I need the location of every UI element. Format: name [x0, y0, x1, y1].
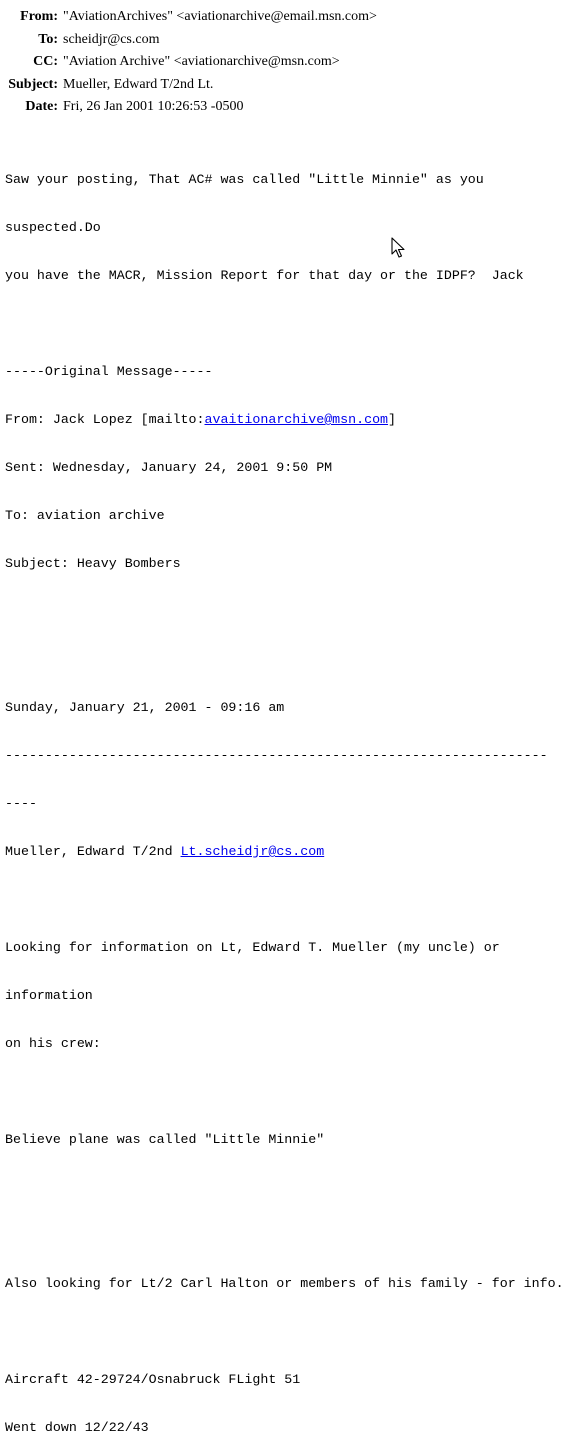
body-line: suspected.Do	[5, 220, 101, 235]
body-line: information	[5, 988, 93, 1003]
blank-line	[5, 1180, 572, 1196]
subject-value: Mueller, Edward T/2nd Lt.	[63, 76, 214, 92]
dashed-divider-wrap: ----	[5, 796, 37, 811]
body-line: on his crew:	[5, 1036, 101, 1051]
to-row	[0, 29, 572, 52]
forward-subject-line: Subject: Heavy Bombers	[5, 556, 181, 571]
post-date-line: Sunday, January 21, 2001 - 09:16 am	[5, 700, 285, 715]
forward-to-line: To: aviation archive	[5, 508, 165, 523]
to-value: scheidjr@cs.com	[63, 31, 160, 47]
cc-row	[0, 51, 572, 74]
message-header	[0, 6, 572, 119]
body-line: Went down 12/22/43	[5, 1420, 149, 1435]
blank-line	[5, 1228, 572, 1244]
blank-line	[5, 1084, 572, 1100]
blank-line	[5, 892, 572, 908]
mailto-link[interactable]: avaitionarchive@msn.com	[204, 412, 389, 427]
body-line: Saw your posting, That AC# was called "Little Minnie" as you	[5, 172, 484, 187]
dashed-divider: --------------------------------------------------------------------	[5, 748, 548, 763]
blank-line	[5, 604, 572, 620]
blank-line	[5, 1324, 572, 1340]
blank-line	[5, 316, 572, 332]
from-label: From:	[20, 9, 58, 24]
date-row	[0, 96, 572, 119]
to-label: To:	[38, 31, 58, 47]
from-value: "AviationArchives" <aviationarchive@email.msn.com>	[63, 9, 377, 24]
forward-sent-line: Sent: Wednesday, January 24, 2001 9:50 PM	[5, 460, 333, 475]
subject-label: Subject:	[8, 76, 58, 92]
forward-from-line	[5, 412, 572, 428]
cc-value: "Aviation Archive" <aviationarchive@msn.com>	[63, 54, 340, 69]
forward-from-prefix: From: Jack Lopez [mailto:	[5, 412, 205, 427]
original-message-separator: -----Original Message-----	[5, 364, 213, 379]
author-email-link[interactable]: Lt.scheidjr@cs.com	[180, 844, 325, 859]
blank-line	[5, 652, 572, 668]
body-line: Looking for information on Lt, Edward T. Mueller (my uncle) or	[5, 940, 500, 955]
from-row	[0, 6, 572, 29]
cc-label: CC:	[33, 54, 58, 69]
mouse-pointer-icon	[391, 237, 405, 259]
body-line: Also looking for Lt/2 Carl Halton or members of his family - for info.	[5, 1276, 564, 1291]
message-body	[5, 140, 572, 1452]
forward-from-suffix: ]	[388, 412, 397, 427]
body-line: Believe plane was called "Little Minnie"	[5, 1132, 325, 1147]
date-label: Date:	[25, 99, 58, 114]
subject-row	[0, 74, 572, 97]
post-author-prefix: Mueller, Edward T/2nd	[5, 844, 181, 859]
body-line: you have the MACR, Mission Report for that day or the IDPF? Jack	[5, 268, 524, 283]
body-line: Aircraft 42-29724/Osnabruck FLight 51	[5, 1372, 301, 1387]
date-value: Fri, 26 Jan 2001 10:26:53 -0500	[63, 99, 244, 114]
post-author-line	[5, 844, 572, 860]
